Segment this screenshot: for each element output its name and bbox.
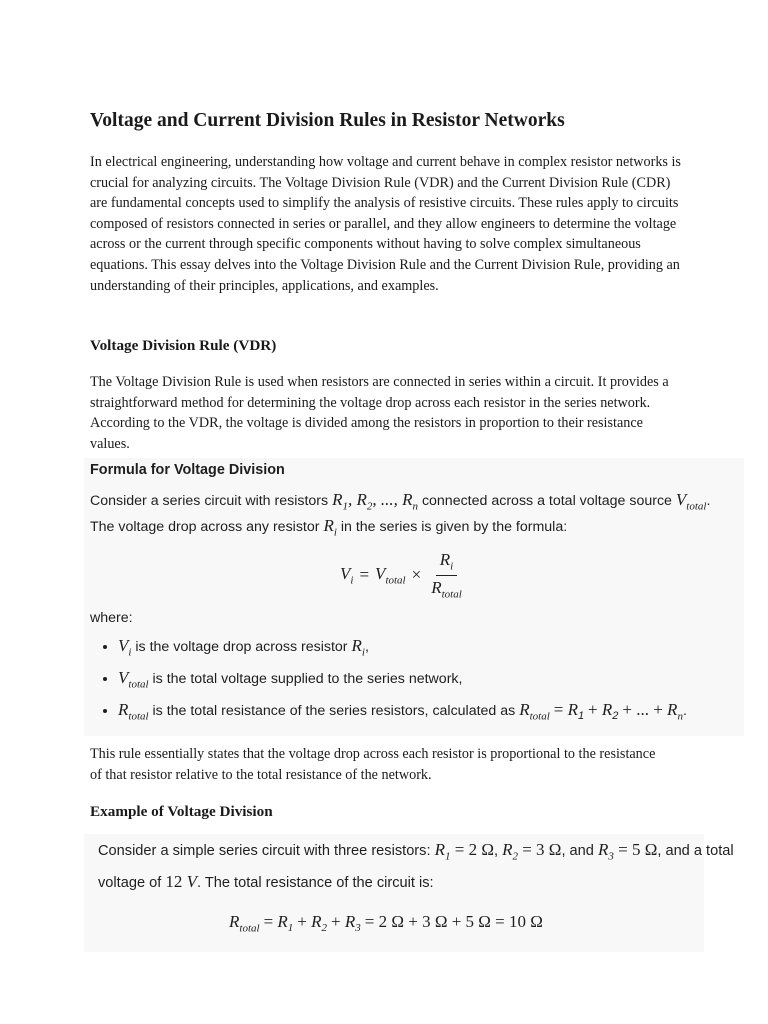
definitions-list [98, 634, 758, 730]
vdr-formula: $V_i$ = $V_{total}$ × $\frac{R_i}{R_{total}}$ [340, 550, 466, 600]
vdr-heading: Voltage Division Rule (VDR) [90, 337, 277, 354]
where-label: where: [90, 610, 133, 626]
formula-lhs: $V_i$ [340, 563, 354, 587]
vdr-paragraph: The Voltage Division Rule is used when resistors are connected in series within a circuit. It provides a straightforward method for determining the voltage drop across each resistor in the series network. According to the VDR, the voltage is divided among the resistors in proportion to their resistance values. [90, 374, 669, 452]
list-item: • $R_{total}$ is the total resistance of the series resistors, calculated as $R_{total} = R_1 + R_2$ + ... + $R_n$. [118, 698, 758, 730]
line2-text-b: in the series is given by the formula: [340, 519, 568, 535]
formula-intro-line1: Consider a series circuit with resistors $R_1$, $R_2$, ..., $R_n$ connected across a total voltage source $V_{total}$. [90, 490, 711, 513]
formula-panel [84, 458, 744, 736]
math-vtotal: $V_{total}$ [675, 490, 707, 513]
formula-fraction: $\frac{R_i}{R_{total}}$ [431, 550, 462, 600]
line1-text-a: Consider a series circuit with resistors [90, 493, 329, 509]
math-r-list: $R_1$, $R_2$, ..., $R_n$ [332, 490, 418, 513]
example-text-b: and a total [665, 843, 734, 859]
example-line1: Consider a simple series circuit with three resistors: $R_1 = 2$ Ω, $R_2 = 3$ Ω, and $R_3 = 5$ Ω, and a total [98, 840, 734, 863]
example-text-d: . The total resistance of the circuit is: [197, 875, 434, 891]
line2-text-a: The voltage drop across any resistor [90, 519, 320, 535]
formula-heading: Formula for Voltage Division [90, 462, 285, 478]
list-item: • $V_{total}$ is the total voltage supplied to the series network, [118, 666, 758, 698]
total-resistance-formula: $R_{total} = R_1 + R_2 + R_3 = 2$ Ω + 3 Ω + 5 Ω = 10 Ω [229, 912, 543, 935]
line1-text-b: connected across a total voltage source [421, 493, 672, 509]
math-ri: $R_i$ [323, 516, 337, 539]
page-title: Voltage and Current Division Rules in Resistor Networks [90, 110, 565, 131]
formula-vtotal: $V_{total}$ [375, 563, 406, 587]
example-panel [84, 834, 734, 952]
example-text-c: voltage of [98, 875, 162, 891]
example-line2: voltage of 12 V. The total resistance of the circuit is: [98, 872, 434, 891]
example-heading: Example of Voltage Division [90, 803, 273, 820]
intro-paragraph: In electrical engineering, understanding how voltage and current behave in complex resistor networks is crucial for analyzing circuits. The Voltage Division Rule (VDR) and the Current Division Rule (CDR) are fundamental concepts used to simplify the analysis of resistive circuits. These rules apply to circuits composed of resistors connected in series or parallel, and they allow engineers to determine the voltage across or the current through specific components without having to solve complex simultaneous equations. This essay delves into the Voltage Division Rule and the Current Division Rule, providing an understanding of their principles, applications, and examples. [90, 154, 681, 294]
summary-paragraph: This rule essentially states that the voltage drop across each resistor is proportional to the resistance of that resistor relative to the total resistance of the network. [90, 746, 656, 783]
example-text-a: Consider a simple series circuit with three resistors: [98, 843, 431, 859]
formula-intro-line2 [90, 516, 567, 538]
list-item: • $V_i$ is the voltage drop across resistor $R_i$, [118, 634, 758, 666]
